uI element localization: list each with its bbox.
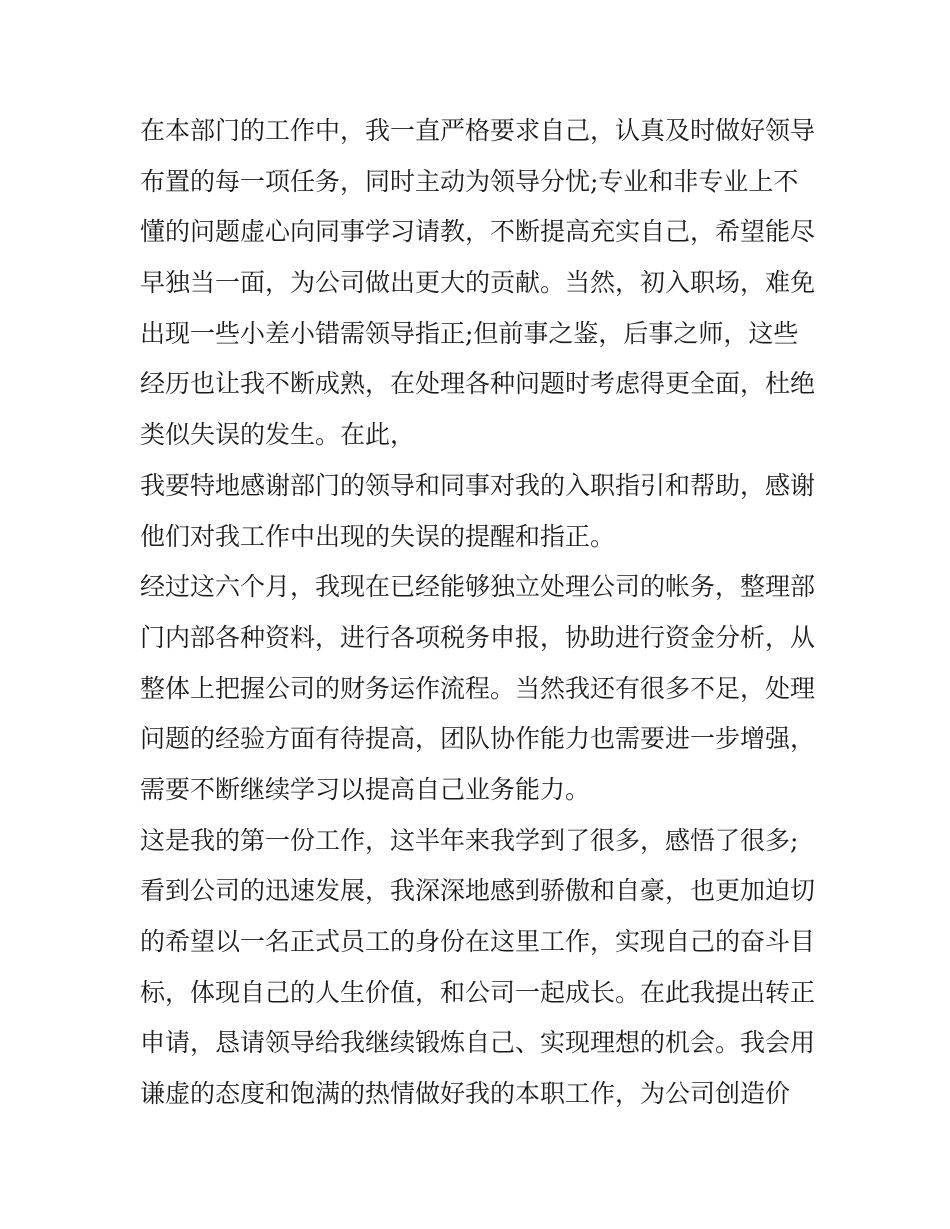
text-line: 经历也让我不断成熟，在处理各种问题时考虑得更全面，杜绝 <box>140 369 816 399</box>
text-line: 申请，恳请领导给我继续锻炼自己、实现理想的机会。我会用 <box>140 1028 816 1058</box>
text-line: 需要不断继续学习以提高自己业务能力。 <box>140 774 591 804</box>
text-line: 类似失误的发生。在此， <box>140 420 416 450</box>
text-line: 门内部各种资料，进行各项税务申报，协助进行资金分析，从 <box>140 622 816 652</box>
text-line: 这是我的第一份工作，这半年来我学到了很多，感悟了很多; <box>140 825 799 855</box>
text-line: 的希望以一名正式员工的身份在这里工作，实现自己的奋斗目 <box>140 927 816 956</box>
text-line: 我要特地感谢部门的领导和同事对我的入职指引和帮助，感谢 <box>140 470 816 500</box>
document-body <box>140 106 820 1120</box>
text-line: 懂的问题虚心向同事学习请教，不断提高充实自己，希望能尽 <box>140 217 816 247</box>
text-line: 谦虚的态度和饱满的热情做好我的本职工作，为公司创造价 <box>140 1079 791 1109</box>
text-line: 出现一些小差小错需领导指正;但前事之鉴，后事之师，这些 <box>140 318 799 348</box>
text-line: 布置的每一项任务，同时主动为领导分忧;专业和非专业上不 <box>140 166 799 196</box>
text-line: 问题的经验方面有待提高，团队协作能力也需要进一步增强， <box>140 724 816 754</box>
text-line: 标，体现自己的人生价值，和公司一起成长。在此我提出转正 <box>140 977 816 1007</box>
text-line: 在本部门的工作中，我一直严格要求自己，认真及时做好领导 <box>140 116 816 145</box>
text-line: 经过这六个月，我现在已经能够独立处理公司的帐务，整理部 <box>140 572 816 602</box>
text-line: 看到公司的迅速发展，我深深地感到骄傲和自豪，也更加迫切 <box>140 876 816 906</box>
text-line: 早独当一面，为公司做出更大的贡献。当然，初入职场，难免 <box>140 268 816 298</box>
text-line: 他们对我工作中出现的失误的提醒和指正。 <box>140 521 616 551</box>
text-line: 整体上把握公司的财务运作流程。当然我还有很多不足，处理 <box>140 673 816 703</box>
